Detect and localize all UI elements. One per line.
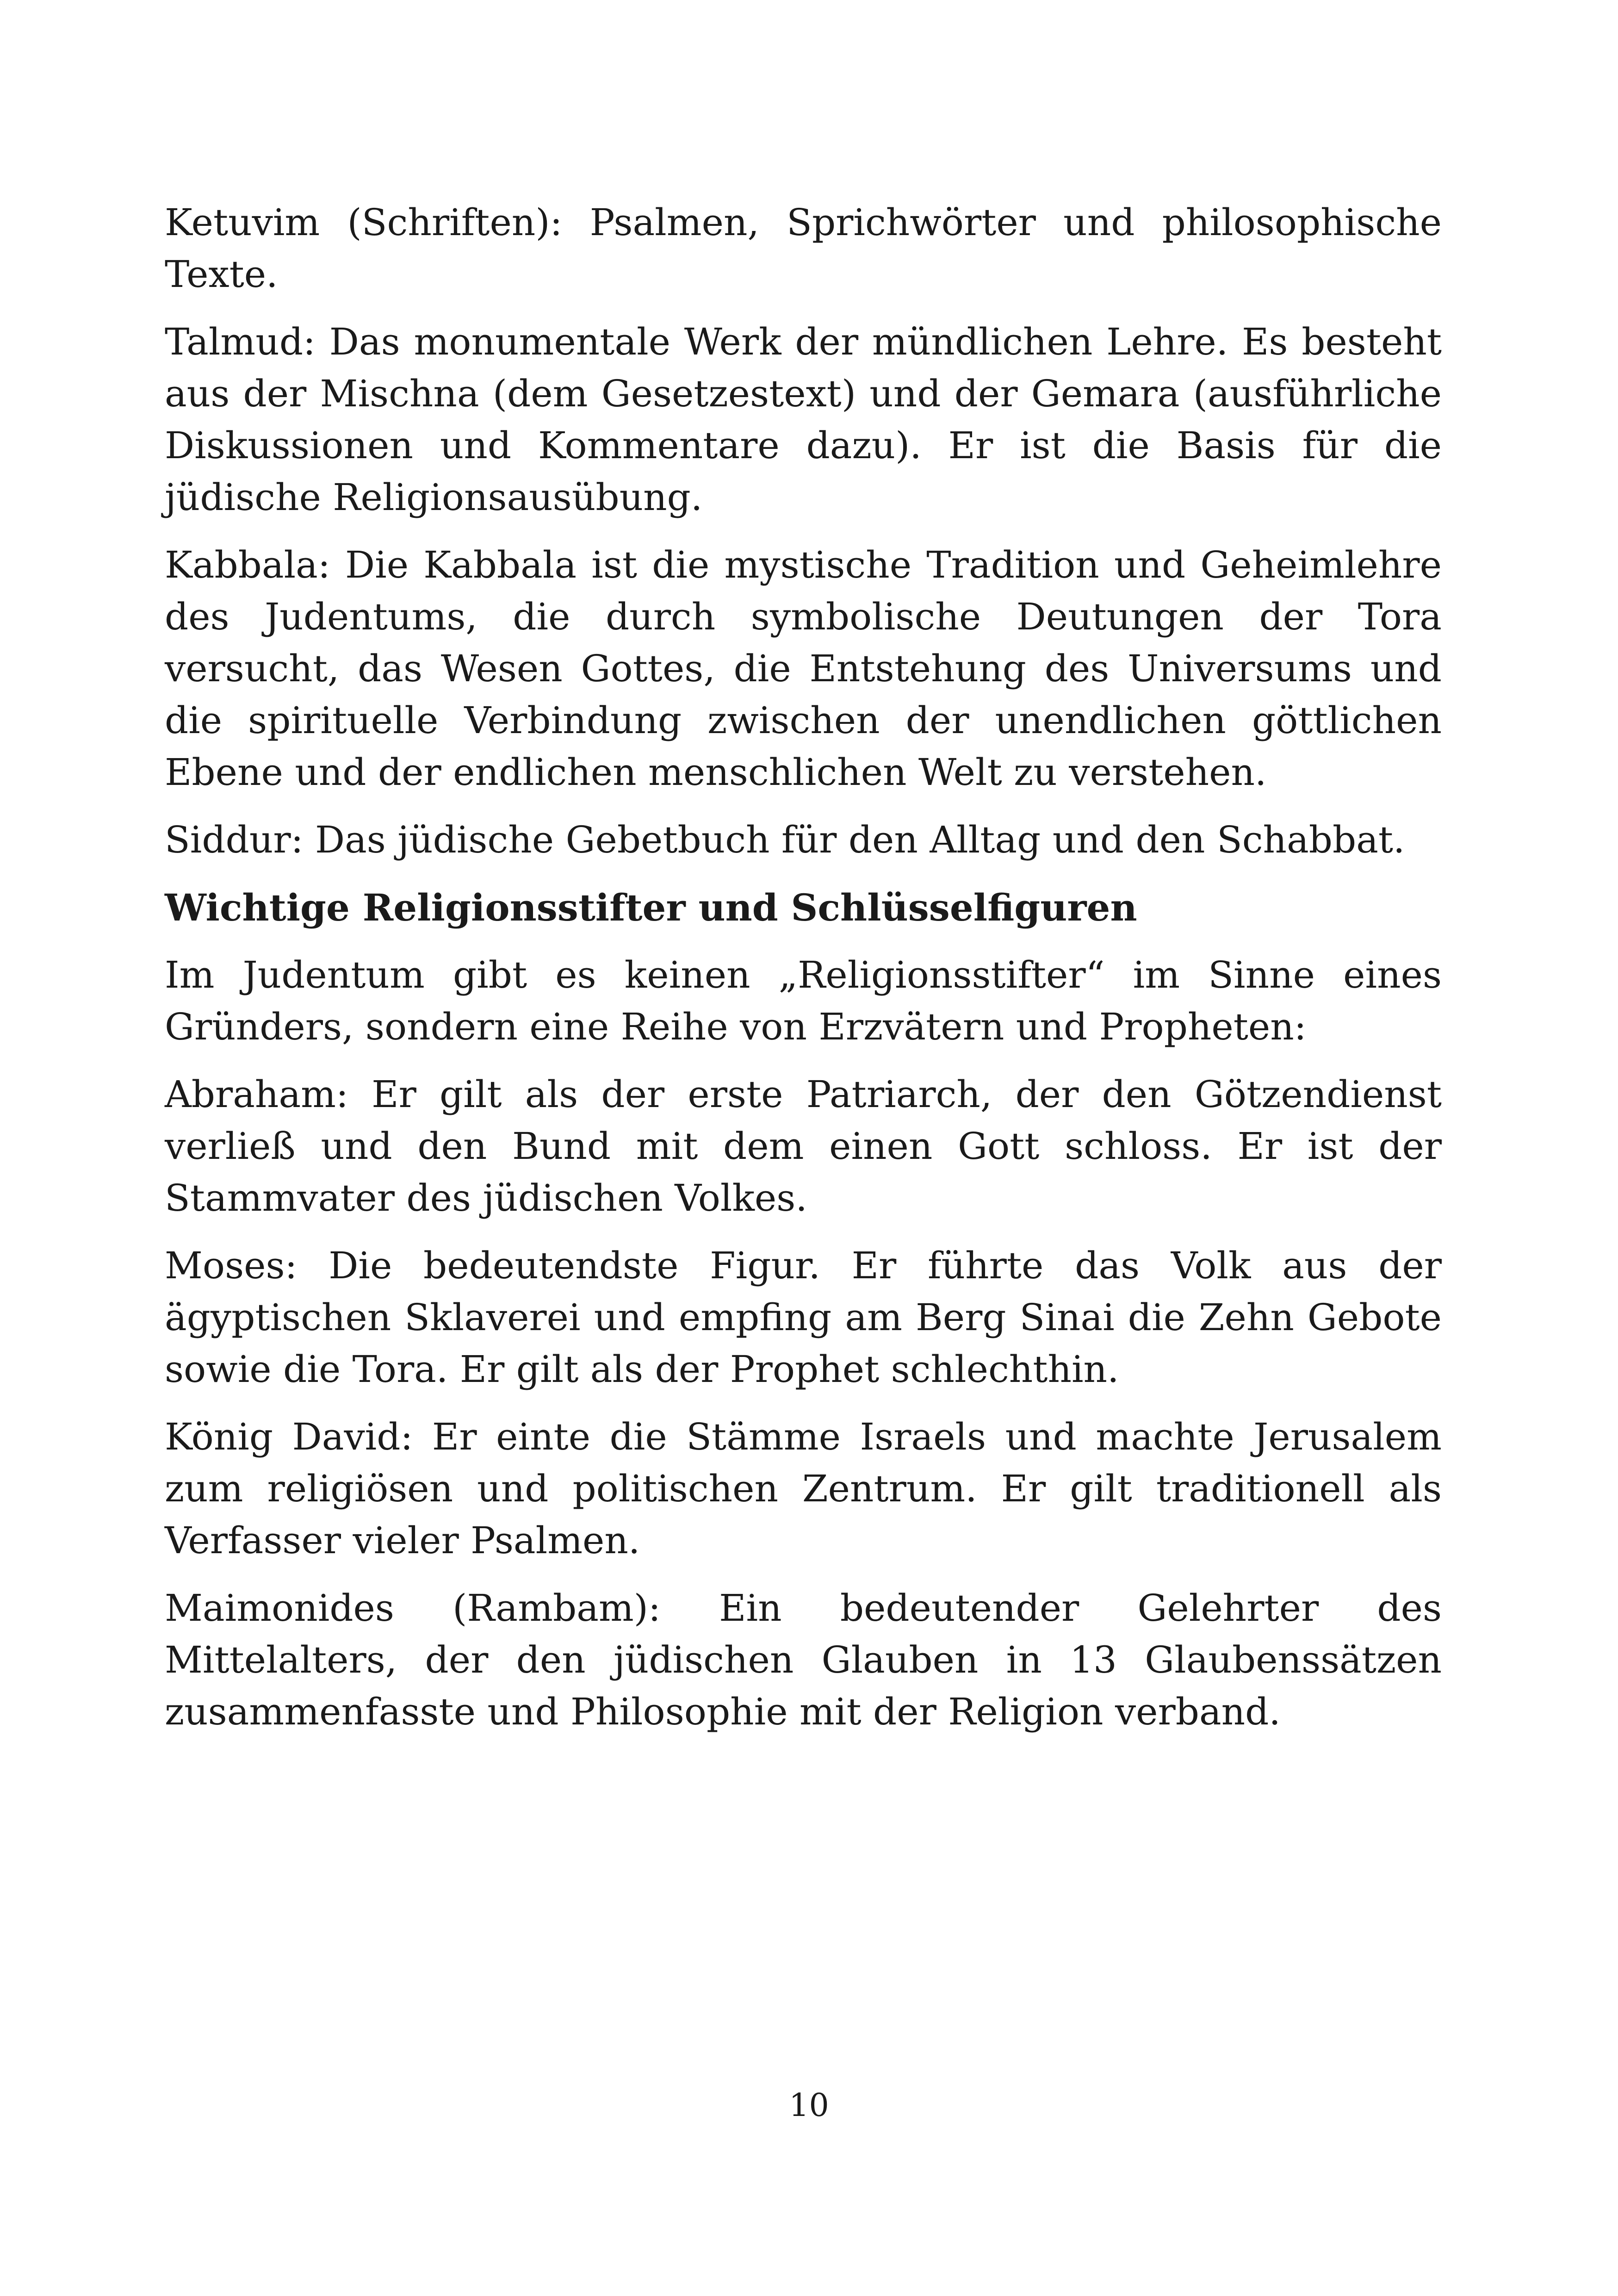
paragraph-abraham: Abraham: Er gilt als der erste Patriarch, der den Götzendienst verließ und den Bund mit dem einen Gott schloss. Er ist der Stammvater des jüdischen Volkes.: [165, 1073, 1442, 1220]
paragraph-ketuvim: Ketuvim (Schriften): Psalmen, Sprichwörter und philosophische Texte.: [165, 201, 1442, 296]
paragraph-david: König David: Er einte die Stämme Israels und machte Jerusalem zum religiösen und politischen Zentrum. Er gilt traditionell als Verfasser vieler Psalmen.: [165, 1415, 1442, 1562]
paragraph-talmud: Talmud: Das monumentale Werk der mündlichen Lehre. Es besteht aus der Mischna (dem Gesetzestext) und der Gemara (ausführliche Diskussionen und Kommentare dazu). Er ist die Basis für die jüdische Religionsausübung.: [165, 320, 1442, 519]
paragraph-moses: Moses: Die bedeutendste Figur. Er führte das Volk aus der ägyptischen Sklaverei und empfing am Berg Sinai die Zehn Gebote sowie die Tora. Er gilt als der Prophet schlechthin.: [165, 1244, 1442, 1391]
paragraph-maimonides: Maimonides (Rambam): Ein bedeutender Gelehrter des Mittelalters, der den jüdischen Glauben in 13 Glaubenssätzen zusammenfasste und Philosophie mit der Religion verband.: [165, 1587, 1442, 1733]
paragraph-kabbala: Kabbala: Die Kabbala ist die mystische Tradition und Geheimlehre des Judentums, die durch symbolische Deutungen der Tora versucht, das Wesen Gottes, die Entstehung des Universums und die spirituelle Verbindung zwischen der unendlichen göttlichen Ebene und der endlichen menschlichen Welt zu verstehen.: [165, 543, 1442, 794]
paragraph-siddur: Siddur: Das jüdische Gebetbuch für den Alltag und den Schabbat.: [165, 818, 1405, 861]
paragraph-intro: Im Judentum gibt es keinen „Religionsstifter“ im Sinne eines Gründers, sondern eine Reihe von Erzvätern und Propheten:: [165, 953, 1442, 1048]
page-number: 10: [789, 2087, 829, 2124]
section-heading: Wichtige Religionsstifter und Schlüsselfiguren: [165, 886, 1137, 929]
body-text: [165, 197, 1442, 1754]
